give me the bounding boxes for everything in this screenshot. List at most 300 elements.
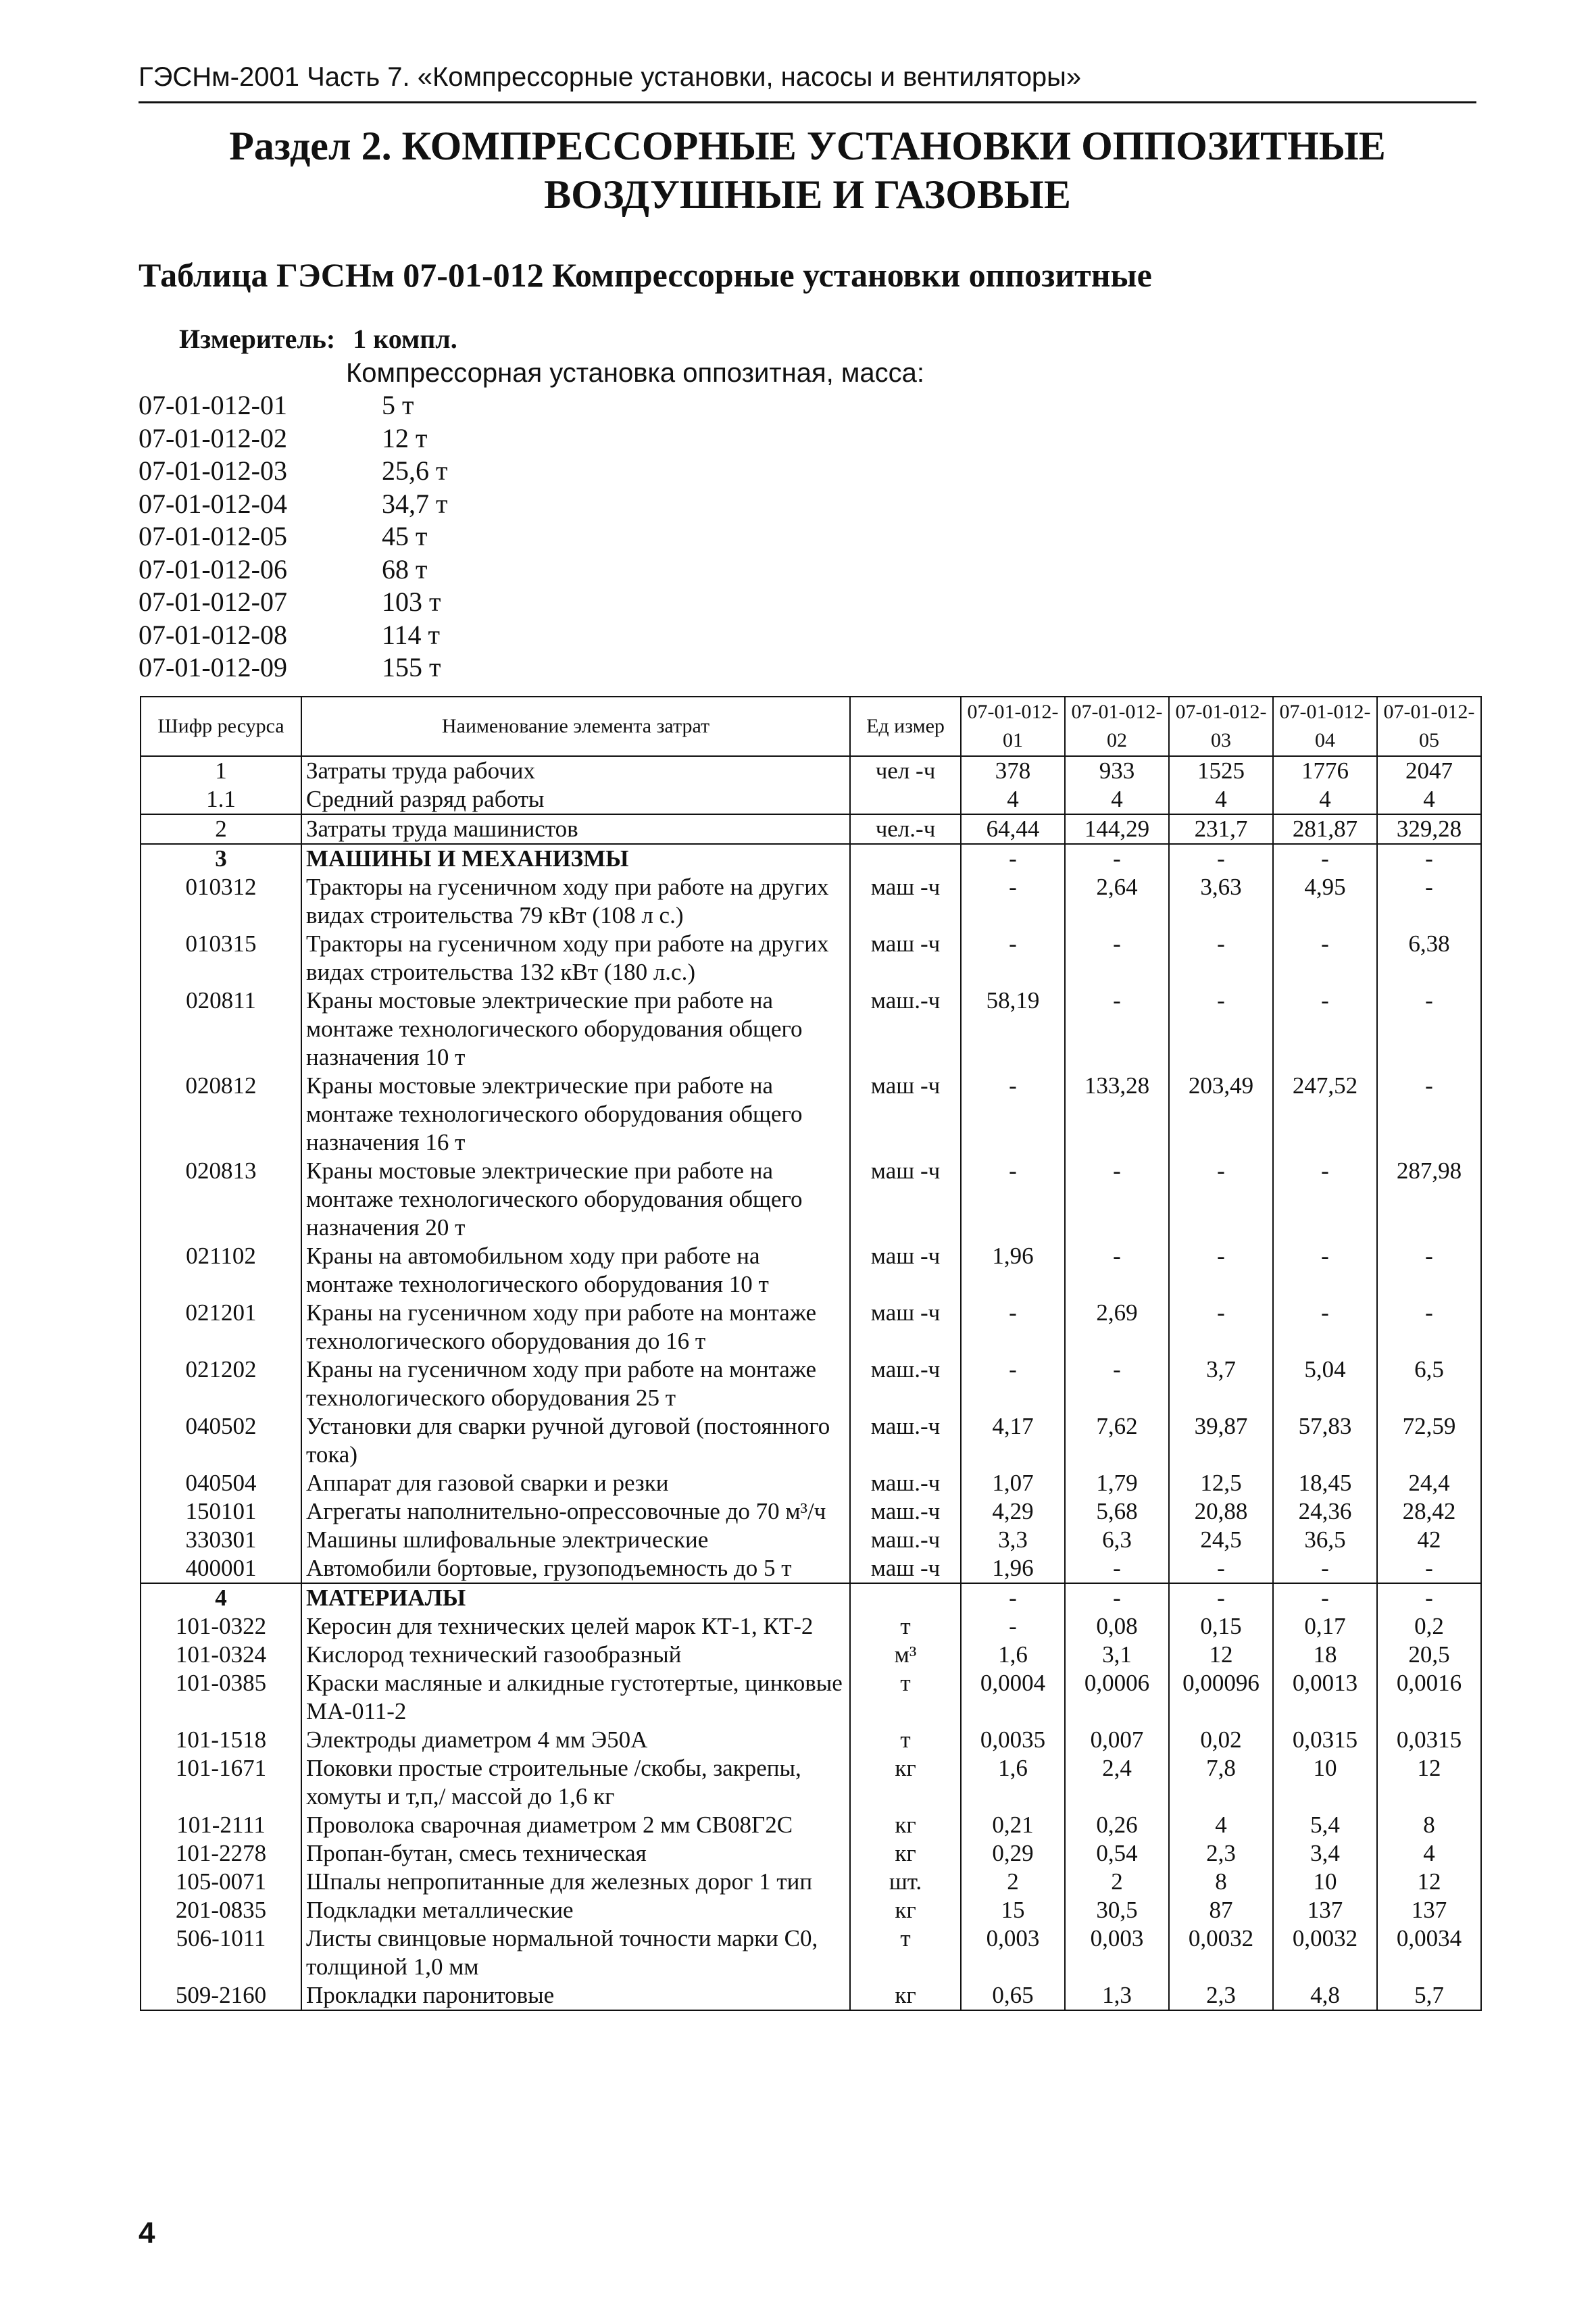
code-list-code: 07-01-012-01 [139,390,287,420]
cell-value: - [961,1157,1065,1242]
cell-name: Шпалы непропитанные для железных дорог 1 тип [301,1868,850,1896]
code-list-item [139,520,447,553]
cell-value: 3,1 [1065,1641,1169,1669]
cell-value: 0,0006 [1065,1669,1169,1726]
cell-name: Проволока сварочная диаметром 2 мм СВ08Г2С [301,1811,850,1839]
header-unit: Ед измер [850,697,961,756]
cell-unit: маш -ч [850,1242,961,1299]
cell-value: 133,28 [1065,1072,1169,1157]
code-list-mass: 45 т [382,521,428,551]
cell-unit [850,785,961,814]
cell-unit: маш -ч [850,1072,961,1157]
cell-name: Тракторы на гусеничном ходу при работе на других видах строительства 79 кВт (108 л с.) [301,873,850,930]
cell-name: Краны мостовые электрические при работе на монтаже технологического оборудования общего назначения 20 т [301,1157,850,1242]
header-col-1: 07-01-012-01 [961,697,1065,756]
cell-name: Краны мостовые электрические при работе на монтаже технологического оборудования общего назначения 16 т [301,1072,850,1157]
code-list-code: 07-01-012-05 [139,521,287,551]
cell-name: Аппарат для газовой сварки и резки [301,1469,850,1497]
cell-value: - [1377,1583,1481,1612]
table-row [141,756,1481,785]
cell-value: - [1065,930,1169,987]
norms-table [140,696,1482,2011]
cell-value: - [1377,873,1481,930]
cell-value: 0,02 [1169,1726,1273,1754]
cell-value: - [1169,1583,1273,1612]
cell-code: 021102 [141,1242,301,1299]
cell-name: Прокладки паронитовые [301,1981,850,2010]
cell-code: 101-1671 [141,1754,301,1811]
table-row [141,1981,1481,2010]
cell-value: 287,98 [1377,1157,1481,1242]
table-row [141,844,1481,873]
cell-name: Машины шлифовальные электрические [301,1526,850,1554]
table-row [141,1526,1481,1554]
cell-value: - [1065,844,1169,873]
section-title-line-2: ВОЗДУШНЫЕ И ГАЗОВЫЕ [544,172,1071,217]
table-row [141,1811,1481,1839]
cell-value: - [1065,987,1169,1072]
cell-unit: маш.-ч [850,1497,961,1526]
section-title [139,122,1476,219]
cell-value: 0,0035 [961,1726,1065,1754]
cell-value: 12 [1169,1641,1273,1669]
cell-value: - [1065,1157,1169,1242]
cell-unit: маш -ч [850,1554,961,1583]
header-rule [139,101,1476,103]
cell-value: - [1169,844,1273,873]
cell-code: 506-1011 [141,1924,301,1981]
table-row [141,1072,1481,1157]
cell-value: 5,7 [1377,1981,1481,2010]
cell-unit: т [850,1612,961,1641]
cell-value: 12 [1377,1868,1481,1896]
cell-value: - [1377,987,1481,1072]
cell-unit: м³ [850,1641,961,1669]
cell-value: - [1169,1242,1273,1299]
table-row [141,1669,1481,1726]
cell-value: 0,0034 [1377,1924,1481,1981]
cell-value: - [1169,987,1273,1072]
table-row [141,1641,1481,1669]
cell-value: 0,21 [961,1811,1065,1839]
cell-value: 0,00096 [1169,1669,1273,1726]
cell-name: Краны на гусеничном ходу при работе на монтаже технологического оборудования 25 т [301,1355,850,1412]
cell-value: 1,6 [961,1754,1065,1811]
cell-name: Установки для сварки ручной дуговой (постоянного тока) [301,1412,850,1469]
cell-value: 0,003 [961,1924,1065,1981]
table-row [141,1612,1481,1641]
cell-value: - [1065,1554,1169,1583]
cell-value: 28,42 [1377,1497,1481,1526]
cell-value: - [1273,1554,1377,1583]
measure-line [179,323,457,355]
header-col-2: 07-01-012-02 [1065,697,1169,756]
cell-code: 4 [141,1583,301,1612]
cell-value: 329,28 [1377,814,1481,844]
cell-value: 1,6 [961,1641,1065,1669]
cell-code: 010312 [141,873,301,930]
cell-unit: маш -ч [850,873,961,930]
cell-value: 0,003 [1065,1924,1169,1981]
cell-value: 144,29 [1065,814,1169,844]
cell-value: 0,54 [1065,1839,1169,1868]
cell-value: - [1169,930,1273,987]
cell-code: 105-0071 [141,1868,301,1896]
code-list-mass: 12 т [382,422,428,453]
cell-value: 30,5 [1065,1896,1169,1924]
cell-code: 150101 [141,1497,301,1526]
cell-value: 1,07 [961,1469,1065,1497]
cell-unit: маш.-ч [850,1526,961,1554]
cell-value: 2,64 [1065,873,1169,930]
code-list-code: 07-01-012-09 [139,652,287,682]
cell-value: - [961,1583,1065,1612]
cell-name: МАТЕРИАЛЫ [301,1583,850,1612]
cell-code: 021202 [141,1355,301,1412]
cell-code: 330301 [141,1526,301,1554]
cell-value: 2,3 [1169,1839,1273,1868]
table-row [141,1868,1481,1896]
cell-value: 137 [1377,1896,1481,1924]
cell-value: 7,8 [1169,1754,1273,1811]
cell-value: 2,4 [1065,1754,1169,1811]
cell-value: 5,68 [1065,1497,1169,1526]
cell-name: Тракторы на гусеничном ходу при работе на других видах строительства 132 кВт (180 л.с.) [301,930,850,987]
cell-name: Затраты труда рабочих [301,756,850,785]
cell-unit: кг [850,1754,961,1811]
table-row [141,1924,1481,1981]
cell-name: Краны на автомобильном ходу при работе на монтаже технологического оборудования 10 т [301,1242,850,1299]
cell-unit: кг [850,1839,961,1868]
cell-value: 4 [1169,785,1273,814]
table-row [141,1726,1481,1754]
code-list-item [139,488,447,521]
code-list-item [139,619,447,652]
cell-unit: т [850,1669,961,1726]
code-list-mass: 5 т [382,390,414,420]
cell-value: 8 [1169,1868,1273,1896]
cell-value: 4 [961,785,1065,814]
cell-value: 933 [1065,756,1169,785]
table-row [141,1839,1481,1868]
cell-value: - [1065,1355,1169,1412]
code-list-mass: 34,7 т [382,488,448,519]
cell-code: 1.1 [141,785,301,814]
cell-value: 4,95 [1273,873,1377,930]
cell-name: Листы свинцовые нормальной точности марки С0, толщиной 1,0 мм [301,1924,850,1981]
measure-value: 1 компл. [353,324,457,354]
cell-value: - [1065,1242,1169,1299]
cell-value: 39,87 [1169,1412,1273,1469]
code-list-code: 07-01-012-06 [139,553,287,584]
table-title: Таблица ГЭСНм 07-01-012 Компрессорные установки оппозитные [139,256,1152,294]
cell-value: - [1377,1072,1481,1157]
cell-value: 20,88 [1169,1497,1273,1526]
cell-value: 12,5 [1169,1469,1273,1497]
cell-value: - [1273,1242,1377,1299]
cell-value: 0,0016 [1377,1669,1481,1726]
cell-code: 101-0324 [141,1641,301,1669]
cell-code: 040502 [141,1412,301,1469]
code-list-mass: 103 т [382,587,441,617]
cell-value: 0,08 [1065,1612,1169,1641]
cell-value: - [1169,1157,1273,1242]
cell-value: 24,5 [1169,1526,1273,1554]
cell-value: 58,19 [961,987,1065,1072]
cell-value: - [1169,1554,1273,1583]
cell-value: 4 [1377,1839,1481,1868]
page-number: 4 [139,2216,155,2249]
cell-value: - [961,1355,1065,1412]
cell-value: - [961,930,1065,987]
cell-value: 0,26 [1065,1811,1169,1839]
table-row [141,1242,1481,1299]
cell-value: 0,0315 [1273,1726,1377,1754]
cell-unit: чел.-ч [850,814,961,844]
cell-value: 3,3 [961,1526,1065,1554]
cell-unit: кг [850,1981,961,2010]
cell-value: 4 [1065,785,1169,814]
cell-value: 8 [1377,1811,1481,1839]
cell-code: 021201 [141,1299,301,1355]
cell-code: 020813 [141,1157,301,1242]
cell-value: 378 [961,756,1065,785]
cell-value: 24,36 [1273,1497,1377,1526]
cell-code: 101-2278 [141,1839,301,1868]
cell-unit: маш -ч [850,1157,961,1242]
table-row [141,873,1481,930]
cell-name: Электроды диаметром 4 мм Э50А [301,1726,850,1754]
running-header: ГЭСНм-2001 Часть 7. «Компрессорные установки, насосы и вентиляторы» [139,62,1082,92]
code-list [139,389,447,684]
cell-name: Краны на гусеничном ходу при работе на монтаже технологического оборудования до 16 т [301,1299,850,1355]
cell-value: 15 [961,1896,1065,1924]
subject-line: Компрессорная установка оппозитная, масса: [346,358,924,388]
cell-value: - [961,1612,1065,1641]
code-list-code: 07-01-012-08 [139,619,287,650]
cell-value: 2 [1065,1868,1169,1896]
code-list-item [139,455,447,488]
table-row [141,1469,1481,1497]
cell-code: 020811 [141,987,301,1072]
cell-value: 3,4 [1273,1839,1377,1868]
cell-value: 4,29 [961,1497,1065,1526]
cell-value: - [1273,987,1377,1072]
cell-name: Краны мостовые электрические при работе на монтаже технологического оборудования общего назначения 10 т [301,987,850,1072]
cell-code: 101-0322 [141,1612,301,1641]
table-row [141,1754,1481,1811]
cell-value: 231,7 [1169,814,1273,844]
cell-value: 24,4 [1377,1469,1481,1497]
cell-value: 4 [1169,1811,1273,1839]
cell-value: 3,63 [1169,873,1273,930]
cell-code: 101-2111 [141,1811,301,1839]
code-list-code: 07-01-012-07 [139,587,287,617]
cell-value: - [1273,1583,1377,1612]
cell-unit: маш -ч [850,1299,961,1355]
cell-value: 57,83 [1273,1412,1377,1469]
cell-value: 6,5 [1377,1355,1481,1412]
cell-value: 1776 [1273,756,1377,785]
measure-label: Измеритель: [179,324,336,354]
cell-unit: шт. [850,1868,961,1896]
cell-code: 509-2160 [141,1981,301,2010]
cell-value: 72,59 [1377,1412,1481,1469]
cell-value: 0,15 [1169,1612,1273,1641]
header-col-3: 07-01-012-03 [1169,697,1273,756]
cell-value: 1,79 [1065,1469,1169,1497]
cell-code: 201-0835 [141,1896,301,1924]
cell-value: - [1065,1583,1169,1612]
cell-unit [850,844,961,873]
cell-name: Кислород технический газообразный [301,1641,850,1669]
code-list-code: 07-01-012-03 [139,455,287,486]
code-list-item [139,586,447,619]
cell-value: - [1377,1299,1481,1355]
cell-value: - [1273,844,1377,873]
header-name: Наименование элемента затрат [301,697,850,756]
cell-value: 0,007 [1065,1726,1169,1754]
cell-value: - [961,844,1065,873]
cell-name: Керосин для технических целей марок КТ-1, КТ-2 [301,1612,850,1641]
cell-value: 5,04 [1273,1355,1377,1412]
cell-unit: кг [850,1896,961,1924]
cell-value: - [961,873,1065,930]
cell-value: - [1273,1299,1377,1355]
cell-name: Пропан-бутан, смесь техническая [301,1839,850,1868]
code-list-mass: 155 т [382,652,441,682]
cell-unit: т [850,1924,961,1981]
cell-value: - [961,1072,1065,1157]
cell-value: 87 [1169,1896,1273,1924]
code-list-mass: 25,6 т [382,455,448,486]
cell-name: Поковки простые строительные /скобы, закрепы, хомуты и т,п,/ массой до 1,6 кг [301,1754,850,1811]
table-row [141,987,1481,1072]
cell-value: 3,7 [1169,1355,1273,1412]
cell-value: 6,3 [1065,1526,1169,1554]
cell-unit [850,1583,961,1612]
table-row [141,1299,1481,1355]
cell-value: 0,29 [961,1839,1065,1868]
cell-value: 2 [961,1868,1065,1896]
cell-code: 400001 [141,1554,301,1583]
cell-value: 0,0315 [1377,1726,1481,1754]
code-list-item [139,422,447,455]
table-row [141,1554,1481,1583]
cell-unit: т [850,1726,961,1754]
cell-name: Подкладки металлические [301,1896,850,1924]
cell-value: 20,5 [1377,1641,1481,1669]
cell-value: - [1377,1554,1481,1583]
cell-code: 020812 [141,1072,301,1157]
cell-value: - [1273,930,1377,987]
cell-value: 1525 [1169,756,1273,785]
cell-value: 4 [1273,785,1377,814]
cell-unit: маш.-ч [850,1469,961,1497]
cell-name: Средний разряд работы [301,785,850,814]
cell-value: 64,44 [961,814,1065,844]
cell-value: 1,96 [961,1242,1065,1299]
header-col-4: 07-01-012-04 [1273,697,1377,756]
table-header-row [141,697,1481,756]
cell-value: 12 [1377,1754,1481,1811]
cell-unit: маш.-ч [850,1412,961,1469]
table-row [141,1412,1481,1469]
cell-value: 1,3 [1065,1981,1169,2010]
cell-value: 0,2 [1377,1612,1481,1641]
cell-value: 4,8 [1273,1981,1377,2010]
cell-value: 5,4 [1273,1811,1377,1839]
table-row [141,1583,1481,1612]
cell-unit: маш.-ч [850,1355,961,1412]
cell-value: 137 [1273,1896,1377,1924]
cell-name: МАШИНЫ И МЕХАНИЗМЫ [301,844,850,873]
cell-value: 0,17 [1273,1612,1377,1641]
cell-unit: маш -ч [850,930,961,987]
section-title-line-1: Раздел 2. КОМПРЕССОРНЫЕ УСТАНОВКИ ОППОЗИТНЫЕ [229,124,1386,168]
cell-code: 1 [141,756,301,785]
cell-value: 2047 [1377,756,1481,785]
table-row [141,785,1481,814]
cell-value: - [1169,1299,1273,1355]
cell-value: 0,0004 [961,1669,1065,1726]
code-list-code: 07-01-012-02 [139,422,287,453]
code-list-mass: 68 т [382,553,428,584]
table-body [141,756,1481,2010]
cell-value: 10 [1273,1754,1377,1811]
cell-value: - [961,1299,1065,1355]
cell-value: 18 [1273,1641,1377,1669]
cell-name: Затраты труда машинистов [301,814,850,844]
cell-code: 2 [141,814,301,844]
cell-value: - [1377,844,1481,873]
cell-unit: кг [850,1811,961,1839]
table-row [141,1896,1481,1924]
code-list-item [139,651,447,684]
cell-value: 203,49 [1169,1072,1273,1157]
cell-code: 3 [141,844,301,873]
table-row [141,814,1481,844]
cell-value: 4 [1377,785,1481,814]
cell-value: 4,17 [961,1412,1065,1469]
cell-unit: чел -ч [850,756,961,785]
table-row [141,1355,1481,1412]
cell-value: 247,52 [1273,1072,1377,1157]
cell-value: 1,96 [961,1554,1065,1583]
cell-value: 2,3 [1169,1981,1273,2010]
cell-value: 0,0032 [1169,1924,1273,1981]
cell-name: Агрегаты наполнительно-опрессовочные до 70 м³/ч [301,1497,850,1526]
header-code: Шифр ресурса [141,697,301,756]
cell-value: 10 [1273,1868,1377,1896]
table-row [141,1157,1481,1242]
cell-value: 6,38 [1377,930,1481,987]
cell-code: 010315 [141,930,301,987]
code-list-item [139,389,447,422]
table-row [141,930,1481,987]
cell-value: 0,0013 [1273,1669,1377,1726]
cell-code: 101-1518 [141,1726,301,1754]
cell-name: Автомобили бортовые, грузоподъемность до 5 т [301,1554,850,1583]
cell-unit: маш.-ч [850,987,961,1072]
cell-value: 18,45 [1273,1469,1377,1497]
cell-value: 0,0032 [1273,1924,1377,1981]
cell-value: - [1377,1242,1481,1299]
code-list-mass: 114 т [382,619,440,650]
cell-code: 101-0385 [141,1669,301,1726]
cell-value: 42 [1377,1526,1481,1554]
cell-value: 0,65 [961,1981,1065,2010]
